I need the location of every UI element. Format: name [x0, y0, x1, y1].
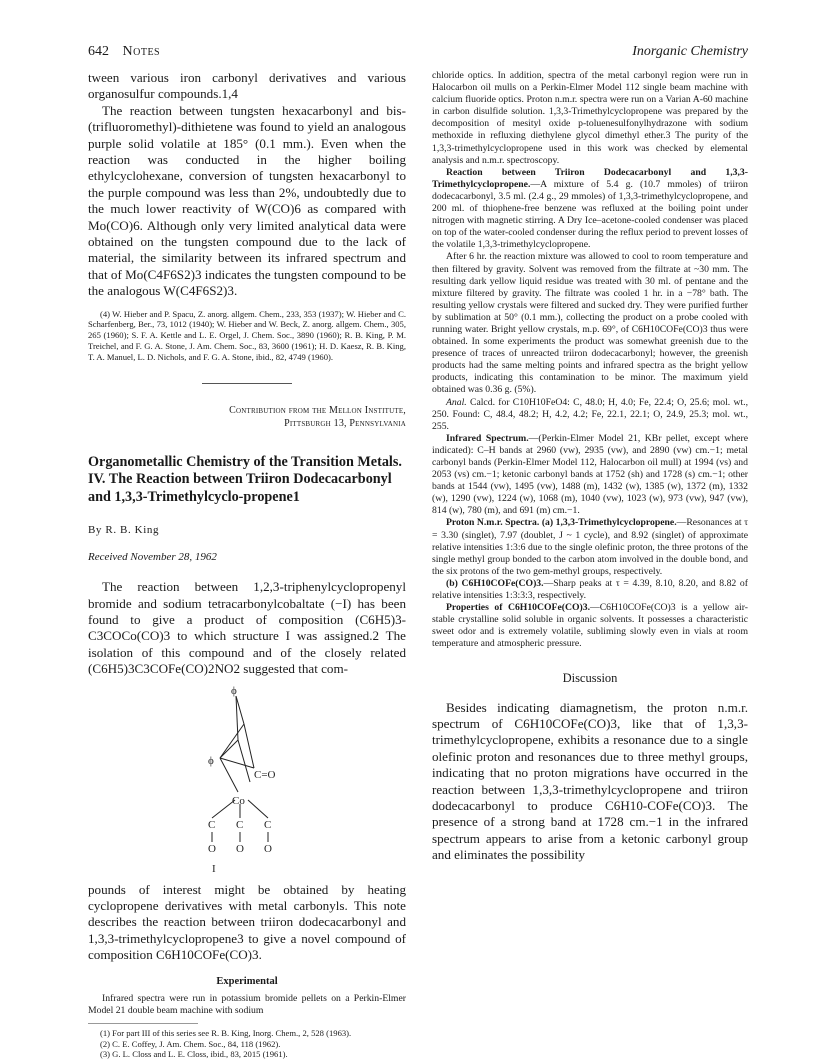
structure-number: I — [212, 862, 216, 875]
analysis-head: Anal. — [446, 396, 467, 408]
discussion-heading: Discussion — [562, 670, 618, 685]
infrared-head: Infrared Spectrum. — [446, 432, 529, 444]
workup-paragraph: After 6 hr. the reaction mixture was allowed to cool to room temperature and then filtered by gravity. Solvent was removed from the filtrate at ~30 mm. The resulting dark yellow liquid residue was treated with 30 ml. of pentane and the mixture filtered by gravity. The filtrate was cooled 1 hr. in a −78° bath. The resulting yellow crystals were filtered and sucked dry. They were purified further by sublimation at 50° (0.1 mm.), collecting the product on a probe cooled with running water. Bright yellow crystals, m.p. 69°, of C6H10COFe(CO)3 thus were obtained. In some experiments the product was somewhat greenish due to the presence of traces of unreacted triiron dodecacarbonyl; however, the greenish products had the same melting points and infrared spectra as the bright yellow products, indicating this contamination to be minor. The maximum yield obtained was 0.36 g. (5%). — [432, 251, 748, 396]
analysis-paragraph — [432, 397, 748, 433]
left-column — [88, 70, 406, 1060]
footnote-2: (2) C. E. Coffey, J. Am. Chem. Soc., 84, 118 (1962). — [100, 1038, 281, 1049]
nmr-head: Proton N.m.r. Spectra. (a) 1,3,3-Trimethylcyclopropene. — [446, 517, 677, 529]
cobalt-label: Co — [232, 794, 245, 807]
continued-paragraph: tween various iron carbonyl derivatives and various organosulfur compounds.1,4 — [88, 70, 406, 102]
reaction-paragraph — [432, 167, 748, 252]
phenyl-label-left: ϕ — [208, 754, 214, 767]
reaction-run-in-head: Reaction between Triiron Dodecacarbonyl and 1,3,3-Trimethylcyclopropene. — [432, 166, 748, 190]
nmr-b-body: —Sharp peaks at τ = 4.39, 8.10, 8.20, and 8.82 of relative intensities 1:3:3:3, respectively. — [432, 577, 748, 602]
carbon-label-2: C — [236, 818, 244, 831]
infrared-paragraph — [432, 433, 748, 518]
nmr-paragraph-a — [432, 517, 748, 577]
footnote-4: (4) W. Hieber and P. Spacu, Z. anorg. allgem. Chem., 233, 353 (1937); W. Hieber and C. Scharfenberg, Ber., 73, 1012 (1940); W. Hieber and W. Beck, Z. anorg. allgem. Chem., 305, 265 (1960); S. F. A. Kettle and L. E. Orgel, J. Chem. Soc., 3890 (1960); R. B. King, P. M. Treichel, and F. G. A. Stone, J. Am. Chem. Soc., 83, 3600 (1961); H. D. Kaesz, R. B. King, T. A. Manuel, L. D. Nichols, and F. G. A. Stone, ibid., 82, 4749 (1960). — [88, 308, 406, 362]
structure-drawing — [88, 682, 406, 878]
nmr-body: —Resonances at τ = 3.30 (singlet), 7.97 (doublet, J ~ 1 cycle), and 8.92 (singlet) of approximate relative intensities 1:3:6 due to the single olefinic proton, the three protons of the single methyl group bonded to the carbon atom involved in the double bond, and the six protons of the two gem-methyl groups, respectively. — [432, 517, 748, 577]
properties-body: —C6H10COFe(CO)3 is a yellow air-stable crystalline solid soluble in organic solvents. It possesses a characteristic sweet odor and is extremely volatile, subliming slowly even in vials at room temperature and atmospheric pressure. — [432, 602, 748, 650]
experimental-heading: Experimental — [216, 975, 278, 987]
intro-paragraph: The reaction between 1,2,3-triphenylcyclopropenyl bromide and sodium tetracarbonylcobaltate (−I) has been found to give a product of composition (C6H5)3-C3COCo(CO)3 to which structure I was assigned.2 The isolation of this compound and of the closely related (C6H5)3C3COFe(CO)2NO2 suggested that com- — [88, 579, 406, 677]
journal-name: Inorganic Chemistry — [632, 44, 748, 59]
experimental-paragraph: Infrared spectra were run in potassium bromide pellets on a Perkin-Elmer Model 21 double beam machine with sodium — [88, 992, 406, 1016]
carbon-label-1: C — [208, 818, 216, 831]
tungsten-paragraph: The reaction between tungsten hexacarbonyl and bis-(trifluoromethyl)-dithietene was found to yield an analogous purple solid volatile at 185° (0.1 mm.). Even when the reaction was conducted in the higher boiling ethylcyclohexane, conversion of tungsten hexacarbonyl to the purple compound was less than 2%, undoubtedly due to the much lower reactivity of W(CO)6 as compared with Mo(CO)6. Although only very limited analytical data were obtained on the tungsten compound due to the lack of material, the similarity between its infrared spectrum and that of Mo(C4F6S2)3 indicates the tungsten compound to be the analogous W(C4F6S2)3. — [88, 102, 406, 299]
footnote-1: (1) For part III of this series see R. B. King, Inorg. Chem., 2, 528 (1963). — [100, 1027, 352, 1038]
phenyl-label-top: ϕ — [231, 684, 237, 697]
nmr-b-head: (b) C6H10COFe(CO)3. — [446, 577, 544, 589]
reaction-body: —A mixture of 5.4 g. (10.7 mmoles) of triiron dodecacarbonyl, 3.5 ml. (2.4 g., 29 mmoles) of 1,3,3-trimethylcyclopropene, and 200 ml. of thiophene-free benzene was refluxed at the boiling point under nitrogen with magnetic stirring. A Dry Ice–acetone-cooled condenser was placed on top of the water-cooled condenser during the reflux period to prevent losses of the volatile 1,3,3-trimethylcyclopropene. — [432, 178, 748, 251]
received-date: Received November 28, 1962 — [88, 551, 217, 564]
nmr-paragraph-b — [432, 578, 748, 602]
footnote-rule — [88, 1023, 198, 1024]
infrared-body: —(Perkin-Elmer Model 21, KBr pellet, except where indicated): C–H bands at 2960 (vw), 2935 (vw), and 2890 (vw) cm.−1; metal carbonyl bands (Perkin-Elmer Model 112, Halocarbon oil mull) at 1994 (vs) and 2053 (vs) cm.−1; ketonic carbonyl bands at 1752 (sh) and 1728 (s) cm.−1; other bands at 1544 (vw), 1495 (vw), 1488 (m), 1432 (w), 1385 (w), 1372 (m), 1332 (w), 1290 (vw), 1224 (w), 1068 (m), 1040 (vw), 1023 (w), 973 (vw), 947 (vw), 814 (w), 780 (m), and 691 (m) cm.−1. — [432, 432, 748, 517]
section-divider — [202, 383, 292, 384]
footnote-3: (3) G. L. Closs and L. E. Closs, ibid., 83, 2015 (1961). — [100, 1049, 288, 1060]
running-header-left — [88, 44, 160, 60]
discussion-paragraph: Besides indicating diamagnetism, the proton n.m.r. spectrum of C6H10COFe(CO)3, like that of 1,3,3-trimethylcyclopropene, exhibits a resonance due to a single olefinic proton and resonances due to three methyl groups, indicating that no proton migrations have occurred in the reaction between 1,3,3-trimethylcyclopropene and triiron dodecacarbonyl to produce C6H10-COFe(CO)3. The presence of a strong band at 1728 cm.−1 in the infrared spectrum appears to arise from a ketonic carbonyl group and eliminates the possibility — [432, 699, 748, 863]
article-title: Organometallic Chemistry of the Transition Metals. IV. The Reaction between Triiron Dodecacarbonyl and 1,3,3-Trimethylcyclo-propene1 — [88, 453, 402, 505]
contribution-affiliation: Contribution from the Mellon Institute, Pittsburgh 13, Pennsylvania — [229, 404, 406, 429]
oxygen-label-3: O — [264, 842, 272, 855]
ketone-label: C=O — [254, 768, 276, 781]
oxygen-label-2: O — [236, 842, 244, 855]
carbon-label-3: C — [264, 818, 272, 831]
structure-I-diagram — [88, 682, 406, 878]
page-number: 642 — [88, 44, 109, 59]
pounds-paragraph: pounds of interest might be obtained by heating cyclopropene derivatives with metal carbonyls. This note describes the reaction between triiron dodecacarbonyl and 1,3,3-trimethylcyclopropene3 to give a novel compound of composition C6H10COFe(CO)3. — [88, 881, 406, 963]
properties-head: Properties of C6H10COFe(CO)3. — [446, 602, 591, 614]
section-name: Notes — [122, 44, 161, 59]
properties-paragraph — [432, 602, 748, 650]
analysis-body: Calcd. for C10H10FeO4: C, 48.0; H, 4.0; Fe, 22.4; O, 25.6; mol. wt., 250. Found: C, 48.4, 48.2; H, 4.2, 4.2; Fe, 22.1, 22.1; O, 24.9, 25.3; mol. wt., 255. — [432, 396, 749, 432]
author-byline: By R. B. King — [88, 524, 160, 537]
optics-paragraph: chloride optics. In addition, spectra of the metal carbonyl region were run in Halocarbon oil mulls on a Perkin-Elmer Model 112 single beam machine with calcium fluoride optics. Proton n.m.r. spectra were run on a Varian A-60 machine in carbon disulfide solution. 1,3,3-Trimethylcyclopropene was prepared by the decomposition of mesityl oxide p-toluenesulfonylhydrazone with sodium methoxide in refluxing diethylene glycol dimethyl ether.3 The purity of the 1,3,3-trimethylcyclopropene used in this work was checked by elemental analysis and n.m.r. spectroscopy. — [432, 70, 748, 166]
oxygen-label-1: O — [208, 842, 216, 855]
right-column — [432, 70, 748, 864]
